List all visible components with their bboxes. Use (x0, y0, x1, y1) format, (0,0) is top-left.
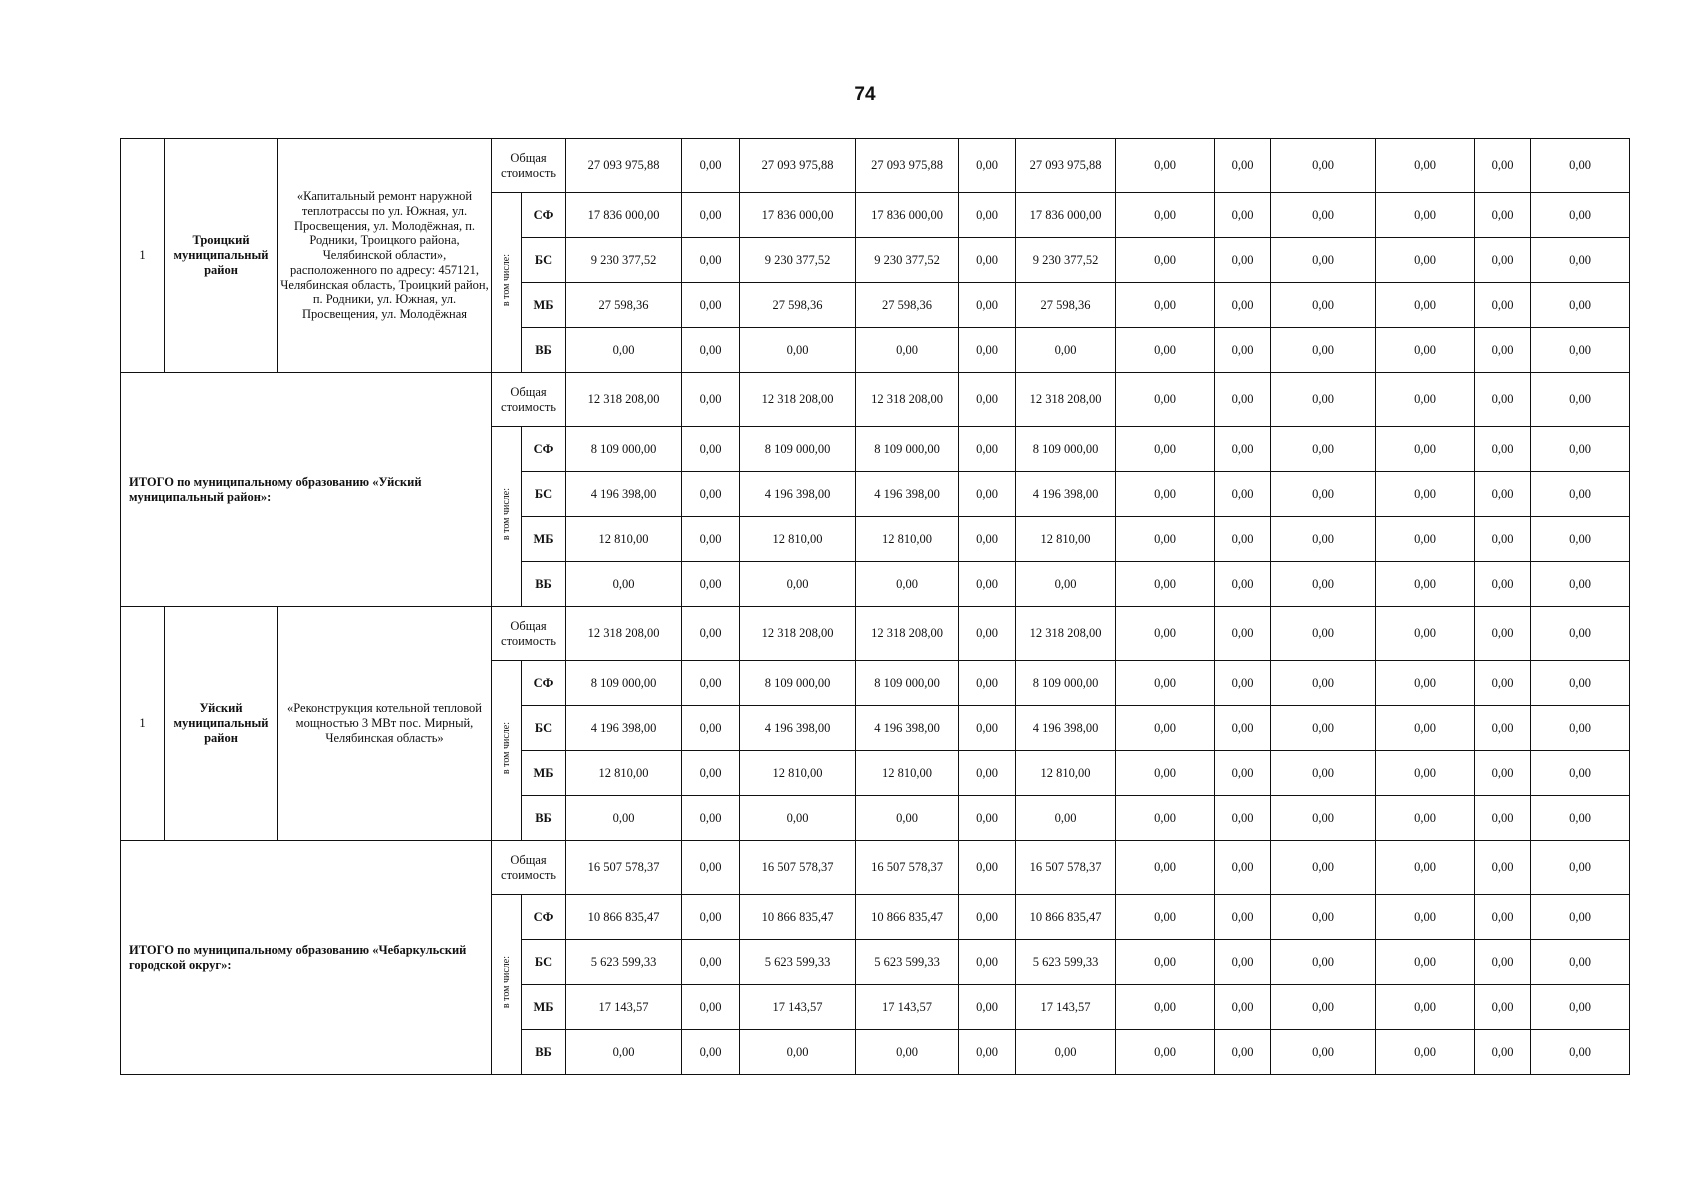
value-cell: 0,00 (1376, 706, 1475, 751)
value-cell: 0,00 (682, 139, 740, 193)
total-cost-label: Общая стоимость (492, 139, 566, 193)
value-cell: 0,00 (1531, 562, 1630, 607)
value-cell: 0,00 (1271, 895, 1376, 940)
value-cell: 27 598,36 (740, 283, 856, 328)
value-cell: 0,00 (1271, 472, 1376, 517)
value-cell: 0,00 (1376, 373, 1475, 427)
value-cell: 12 318 208,00 (566, 373, 682, 427)
value-cell: 0,00 (1116, 562, 1215, 607)
value-cell: 0,00 (856, 1030, 959, 1075)
value-cell: 0,00 (1215, 193, 1271, 238)
table-row (121, 373, 1630, 427)
value-cell: 0,00 (1016, 1030, 1116, 1075)
value-cell: 0,00 (1271, 373, 1376, 427)
value-cell: 4 196 398,00 (1016, 706, 1116, 751)
value-cell: 0,00 (959, 661, 1016, 706)
value-cell: 0,00 (1376, 328, 1475, 373)
value-cell: 0,00 (1475, 796, 1531, 841)
value-cell: 0,00 (1116, 607, 1215, 661)
value-cell: 0,00 (1215, 562, 1271, 607)
value-cell: 0,00 (959, 472, 1016, 517)
value-cell: 0,00 (740, 1030, 856, 1075)
value-cell: 0,00 (1531, 895, 1630, 940)
value-cell: 0,00 (959, 517, 1016, 562)
value-cell: 12 810,00 (1016, 751, 1116, 796)
value-cell: 10 866 835,47 (856, 895, 959, 940)
value-cell: 0,00 (1116, 895, 1215, 940)
value-cell: 0,00 (1271, 985, 1376, 1030)
value-cell: 4 196 398,00 (740, 706, 856, 751)
value-cell: 0,00 (1215, 328, 1271, 373)
value-cell: 0,00 (566, 796, 682, 841)
funding-source: ВБ (522, 562, 566, 607)
value-cell: 12 810,00 (740, 517, 856, 562)
funding-source: БС (522, 940, 566, 985)
value-cell: 0,00 (1475, 940, 1531, 985)
value-cell: 0,00 (1215, 661, 1271, 706)
total-title: ИТОГО по муниципальному образованию «Уйский муниципальный район»: (121, 373, 492, 607)
value-cell: 10 866 835,47 (1016, 895, 1116, 940)
row-number: 1 (121, 139, 165, 373)
value-cell: 0,00 (740, 328, 856, 373)
value-cell: 0,00 (1475, 193, 1531, 238)
value-cell: 0,00 (1531, 238, 1630, 283)
value-cell: 12 318 208,00 (1016, 373, 1116, 427)
total-cost-label: Общая стоимость (492, 373, 566, 427)
value-cell: 0,00 (1531, 283, 1630, 328)
value-cell: 0,00 (1531, 706, 1630, 751)
value-cell: 0,00 (1475, 607, 1531, 661)
value-cell: 0,00 (1475, 283, 1531, 328)
value-cell: 0,00 (740, 796, 856, 841)
value-cell: 0,00 (1271, 427, 1376, 472)
value-cell: 0,00 (1376, 283, 1475, 328)
including-label (492, 895, 522, 1075)
value-cell: 4 196 398,00 (566, 472, 682, 517)
value-cell: 0,00 (1116, 139, 1215, 193)
value-cell: 0,00 (1116, 796, 1215, 841)
funding-source: СФ (522, 427, 566, 472)
funding-source: СФ (522, 193, 566, 238)
value-cell: 0,00 (1016, 796, 1116, 841)
value-cell: 0,00 (682, 373, 740, 427)
value-cell: 0,00 (1271, 796, 1376, 841)
value-cell: 0,00 (959, 328, 1016, 373)
value-cell: 0,00 (1531, 607, 1630, 661)
value-cell: 0,00 (959, 193, 1016, 238)
region-name: Троицкий муниципальный район (165, 139, 278, 373)
value-cell: 16 507 578,37 (740, 841, 856, 895)
value-cell: 0,00 (1271, 706, 1376, 751)
value-cell: 0,00 (1215, 706, 1271, 751)
value-cell: 0,00 (1376, 238, 1475, 283)
value-cell: 16 507 578,37 (1016, 841, 1116, 895)
table-row (121, 139, 1630, 193)
value-cell: 0,00 (959, 895, 1016, 940)
object-description: «Капитальный ремонт наружной теплотрассы по ул. Южная, ул. Просвещения, ул. Молодёжная, п. Родники, Троицкого района, Челябинской области», расположенного по адресу: 457121, Челябинская область, Троицкий район, п. Родники, ул. Южная, ул. Просвещения, ул. Молодёжная (278, 139, 492, 373)
value-cell: 12 810,00 (566, 751, 682, 796)
value-cell: 0,00 (1271, 841, 1376, 895)
value-cell: 0,00 (740, 562, 856, 607)
value-cell: 0,00 (1475, 661, 1531, 706)
value-cell: 0,00 (1531, 328, 1630, 373)
funding-source: МБ (522, 985, 566, 1030)
value-cell: 0,00 (1475, 895, 1531, 940)
value-cell: 0,00 (1531, 472, 1630, 517)
value-cell: 0,00 (682, 895, 740, 940)
value-cell: 0,00 (1271, 607, 1376, 661)
value-cell: 0,00 (1376, 607, 1475, 661)
value-cell: 17 143,57 (856, 985, 959, 1030)
value-cell: 0,00 (1475, 517, 1531, 562)
value-cell: 12 810,00 (1016, 517, 1116, 562)
value-cell: 0,00 (1475, 985, 1531, 1030)
value-cell: 0,00 (1376, 517, 1475, 562)
value-cell: 0,00 (959, 1030, 1016, 1075)
funding-source: СФ (522, 895, 566, 940)
value-cell: 0,00 (1116, 661, 1215, 706)
table-row (121, 841, 1630, 895)
value-cell: 10 866 835,47 (740, 895, 856, 940)
value-cell: 0,00 (959, 796, 1016, 841)
value-cell: 9 230 377,52 (1016, 238, 1116, 283)
value-cell: 0,00 (1116, 472, 1215, 517)
value-cell: 0,00 (856, 796, 959, 841)
value-cell: 8 109 000,00 (1016, 427, 1116, 472)
value-cell: 0,00 (682, 238, 740, 283)
value-cell: 17 836 000,00 (566, 193, 682, 238)
value-cell: 0,00 (1016, 562, 1116, 607)
value-cell: 0,00 (1116, 193, 1215, 238)
value-cell: 12 318 208,00 (856, 607, 959, 661)
value-cell: 0,00 (1116, 751, 1215, 796)
value-cell: 0,00 (1376, 895, 1475, 940)
value-cell: 0,00 (1376, 940, 1475, 985)
value-cell: 8 109 000,00 (856, 427, 959, 472)
value-cell: 0,00 (1271, 940, 1376, 985)
value-cell: 0,00 (1271, 283, 1376, 328)
value-cell: 8 109 000,00 (856, 661, 959, 706)
value-cell: 9 230 377,52 (566, 238, 682, 283)
value-cell: 0,00 (1475, 1030, 1531, 1075)
value-cell: 17 143,57 (1016, 985, 1116, 1030)
value-cell: 17 836 000,00 (1016, 193, 1116, 238)
value-cell: 0,00 (1531, 1030, 1630, 1075)
value-cell: 8 109 000,00 (740, 427, 856, 472)
value-cell: 5 623 599,33 (1016, 940, 1116, 985)
value-cell: 0,00 (1376, 841, 1475, 895)
value-cell: 0,00 (1475, 328, 1531, 373)
value-cell: 5 623 599,33 (740, 940, 856, 985)
value-cell: 0,00 (1271, 328, 1376, 373)
value-cell: 0,00 (1215, 607, 1271, 661)
value-cell: 4 196 398,00 (566, 706, 682, 751)
value-cell: 0,00 (1271, 238, 1376, 283)
value-cell: 0,00 (1116, 283, 1215, 328)
value-cell: 0,00 (1376, 139, 1475, 193)
value-cell: 0,00 (1475, 427, 1531, 472)
value-cell: 0,00 (1271, 562, 1376, 607)
value-cell: 0,00 (1475, 751, 1531, 796)
value-cell: 0,00 (1116, 328, 1215, 373)
value-cell: 0,00 (1531, 427, 1630, 472)
value-cell: 0,00 (959, 427, 1016, 472)
funding-source: СФ (522, 661, 566, 706)
value-cell: 27 093 975,88 (856, 139, 959, 193)
value-cell: 0,00 (959, 373, 1016, 427)
value-cell: 0,00 (1116, 985, 1215, 1030)
value-cell: 0,00 (1531, 193, 1630, 238)
value-cell: 0,00 (1475, 562, 1531, 607)
value-cell: 0,00 (1475, 238, 1531, 283)
including-label (492, 193, 522, 373)
value-cell: 12 318 208,00 (856, 373, 959, 427)
value-cell: 12 810,00 (856, 517, 959, 562)
value-cell: 9 230 377,52 (856, 238, 959, 283)
value-cell: 0,00 (566, 562, 682, 607)
including-text: в том числе: (501, 254, 512, 307)
value-cell: 12 810,00 (740, 751, 856, 796)
value-cell: 17 143,57 (740, 985, 856, 1030)
budget-table (120, 138, 1630, 1075)
value-cell: 0,00 (1475, 472, 1531, 517)
value-cell: 0,00 (1271, 1030, 1376, 1075)
value-cell: 0,00 (1116, 517, 1215, 562)
value-cell: 27 598,36 (1016, 283, 1116, 328)
funding-source: МБ (522, 517, 566, 562)
value-cell: 4 196 398,00 (1016, 472, 1116, 517)
funding-source: БС (522, 472, 566, 517)
value-cell: 0,00 (682, 706, 740, 751)
value-cell: 0,00 (566, 1030, 682, 1075)
value-cell: 0,00 (1116, 238, 1215, 283)
value-cell: 0,00 (1531, 841, 1630, 895)
funding-source: БС (522, 706, 566, 751)
total-cost-label: Общая стоимость (492, 841, 566, 895)
value-cell: 27 093 975,88 (566, 139, 682, 193)
funding-source: ВБ (522, 796, 566, 841)
value-cell: 0,00 (1271, 661, 1376, 706)
object-description: «Реконструкция котельной тепловой мощностью 3 МВт пос. Мирный, Челябинская область» (278, 607, 492, 841)
value-cell: 12 318 208,00 (740, 607, 856, 661)
value-cell: 0,00 (959, 985, 1016, 1030)
value-cell: 0,00 (959, 607, 1016, 661)
funding-source: БС (522, 238, 566, 283)
value-cell: 0,00 (1215, 985, 1271, 1030)
value-cell: 0,00 (1215, 283, 1271, 328)
value-cell: 0,00 (1531, 940, 1630, 985)
table-row (121, 607, 1630, 661)
value-cell: 12 810,00 (856, 751, 959, 796)
value-cell: 27 598,36 (856, 283, 959, 328)
value-cell: 27 598,36 (566, 283, 682, 328)
value-cell: 0,00 (1376, 985, 1475, 1030)
value-cell: 0,00 (1531, 517, 1630, 562)
value-cell: 17 836 000,00 (856, 193, 959, 238)
value-cell: 0,00 (1475, 373, 1531, 427)
value-cell: 0,00 (682, 562, 740, 607)
value-cell: 0,00 (682, 283, 740, 328)
including-text: в том числе: (501, 956, 512, 1009)
value-cell: 0,00 (1215, 1030, 1271, 1075)
value-cell: 0,00 (682, 193, 740, 238)
value-cell: 0,00 (682, 751, 740, 796)
including-label (492, 427, 522, 607)
value-cell: 0,00 (1215, 841, 1271, 895)
value-cell: 0,00 (1271, 139, 1376, 193)
including-text: в том числе: (501, 722, 512, 775)
value-cell: 16 507 578,37 (856, 841, 959, 895)
value-cell: 0,00 (1376, 661, 1475, 706)
value-cell: 0,00 (682, 427, 740, 472)
value-cell: 4 196 398,00 (856, 472, 959, 517)
value-cell: 0,00 (1271, 751, 1376, 796)
value-cell: 0,00 (1376, 796, 1475, 841)
value-cell: 5 623 599,33 (856, 940, 959, 985)
value-cell: 0,00 (959, 562, 1016, 607)
value-cell: 0,00 (1215, 940, 1271, 985)
value-cell: 0,00 (1376, 427, 1475, 472)
value-cell: 8 109 000,00 (740, 661, 856, 706)
value-cell: 8 109 000,00 (1016, 661, 1116, 706)
value-cell: 12 318 208,00 (566, 607, 682, 661)
value-cell: 0,00 (1475, 841, 1531, 895)
value-cell: 12 810,00 (566, 517, 682, 562)
value-cell: 0,00 (1116, 1030, 1215, 1075)
value-cell: 0,00 (682, 940, 740, 985)
value-cell: 0,00 (682, 607, 740, 661)
value-cell: 0,00 (1116, 940, 1215, 985)
value-cell: 0,00 (1215, 373, 1271, 427)
value-cell: 0,00 (1215, 472, 1271, 517)
funding-source: МБ (522, 283, 566, 328)
value-cell: 4 196 398,00 (740, 472, 856, 517)
value-cell: 12 318 208,00 (740, 373, 856, 427)
value-cell: 0,00 (959, 238, 1016, 283)
value-cell: 0,00 (1215, 517, 1271, 562)
value-cell: 0,00 (682, 796, 740, 841)
value-cell: 12 318 208,00 (1016, 607, 1116, 661)
value-cell: 0,00 (959, 706, 1016, 751)
value-cell: 17 143,57 (566, 985, 682, 1030)
funding-source: ВБ (522, 1030, 566, 1075)
value-cell: 16 507 578,37 (566, 841, 682, 895)
value-cell: 10 866 835,47 (566, 895, 682, 940)
value-cell: 0,00 (1475, 706, 1531, 751)
total-title: ИТОГО по муниципальному образованию «Чебаркульский городской округ»: (121, 841, 492, 1075)
value-cell: 0,00 (1531, 796, 1630, 841)
value-cell: 0,00 (682, 661, 740, 706)
value-cell: 0,00 (1531, 373, 1630, 427)
value-cell: 0,00 (682, 985, 740, 1030)
value-cell: 27 093 975,88 (740, 139, 856, 193)
value-cell: 0,00 (1271, 517, 1376, 562)
value-cell: 8 109 000,00 (566, 661, 682, 706)
value-cell: 17 836 000,00 (740, 193, 856, 238)
value-cell: 0,00 (959, 139, 1016, 193)
value-cell: 0,00 (1475, 139, 1531, 193)
value-cell: 0,00 (1376, 562, 1475, 607)
value-cell: 0,00 (1116, 706, 1215, 751)
value-cell: 4 196 398,00 (856, 706, 959, 751)
value-cell: 9 230 377,52 (740, 238, 856, 283)
value-cell: 0,00 (1215, 139, 1271, 193)
value-cell: 8 109 000,00 (566, 427, 682, 472)
value-cell: 0,00 (1531, 751, 1630, 796)
value-cell: 0,00 (856, 562, 959, 607)
value-cell: 0,00 (959, 940, 1016, 985)
value-cell: 0,00 (1215, 895, 1271, 940)
value-cell: 0,00 (959, 841, 1016, 895)
value-cell: 0,00 (1215, 238, 1271, 283)
value-cell: 0,00 (1531, 661, 1630, 706)
value-cell: 0,00 (566, 328, 682, 373)
value-cell: 0,00 (682, 328, 740, 373)
value-cell: 0,00 (1116, 427, 1215, 472)
value-cell: 0,00 (682, 472, 740, 517)
value-cell: 5 623 599,33 (566, 940, 682, 985)
region-name: Уйский муниципальный район (165, 607, 278, 841)
page-number: 74 (854, 84, 876, 105)
value-cell: 0,00 (1215, 796, 1271, 841)
value-cell: 0,00 (1271, 193, 1376, 238)
funding-source: ВБ (522, 328, 566, 373)
funding-source: МБ (522, 751, 566, 796)
value-cell: 0,00 (1215, 751, 1271, 796)
including-text: в том числе: (501, 488, 512, 541)
value-cell: 0,00 (1016, 328, 1116, 373)
value-cell: 0,00 (682, 517, 740, 562)
value-cell: 0,00 (1531, 139, 1630, 193)
value-cell: 0,00 (682, 841, 740, 895)
value-cell: 0,00 (1376, 193, 1475, 238)
value-cell: 0,00 (682, 1030, 740, 1075)
total-cost-label: Общая стоимость (492, 607, 566, 661)
value-cell: 0,00 (1215, 427, 1271, 472)
value-cell: 0,00 (1376, 472, 1475, 517)
row-number: 1 (121, 607, 165, 841)
value-cell: 0,00 (1376, 1030, 1475, 1075)
value-cell: 0,00 (856, 328, 959, 373)
value-cell: 0,00 (959, 751, 1016, 796)
value-cell: 0,00 (1531, 985, 1630, 1030)
value-cell: 0,00 (959, 283, 1016, 328)
value-cell: 0,00 (1116, 841, 1215, 895)
including-label (492, 661, 522, 841)
value-cell: 0,00 (1116, 373, 1215, 427)
value-cell: 0,00 (1376, 751, 1475, 796)
value-cell: 27 093 975,88 (1016, 139, 1116, 193)
